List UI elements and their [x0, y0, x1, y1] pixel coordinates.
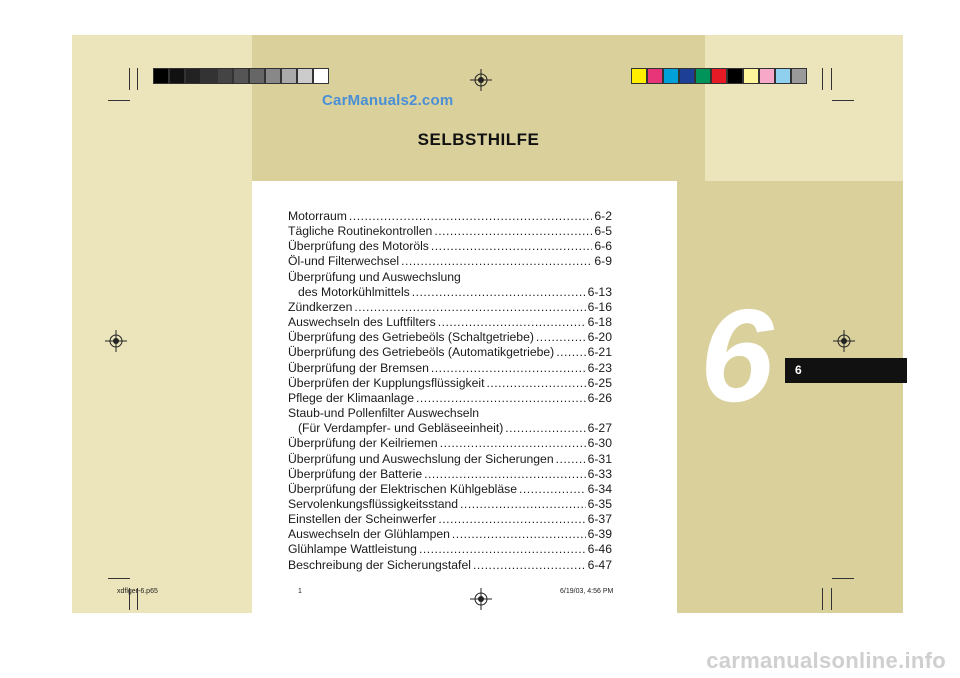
color-swatch	[791, 68, 807, 84]
footer-page-number: 1	[298, 588, 302, 595]
toc-entry-title: Beschreibung der Sicherungstafel	[288, 557, 471, 572]
color-swatch	[775, 68, 791, 84]
toc-entry-title: Überprüfung der Elektrischen Kühlgebläse	[288, 481, 517, 496]
crop-mark	[822, 588, 823, 610]
toc-entry-title: Auswechseln des Luftfilters	[288, 315, 436, 330]
toc-leader-dots	[556, 345, 585, 360]
toc-entry-page: 6-34	[587, 481, 612, 496]
toc-leader-dots	[440, 436, 586, 451]
toc-entry-page: 6-35	[587, 496, 612, 511]
footer-filename: xdflger-6.p65	[117, 588, 158, 595]
toc-entry[interactable]	[288, 270, 612, 285]
process-color-bar	[631, 68, 807, 84]
toc-entry-title: Überprüfung der Bremsen	[288, 360, 429, 375]
toc-entry[interactable]	[288, 406, 612, 421]
toc-entry[interactable]	[288, 224, 612, 239]
toc-leader-dots	[431, 239, 592, 254]
toc-entry-title: Überprüfung des Motoröls	[288, 239, 429, 254]
table-of-contents	[288, 209, 612, 573]
color-swatch	[233, 68, 249, 84]
toc-entry-page: 6-20	[587, 330, 612, 345]
toc-entry[interactable]	[288, 345, 612, 360]
color-swatch	[743, 68, 759, 84]
toc-leader-dots	[536, 330, 586, 345]
toc-entry-title: Überprüfung des Getriebeöls (Automatikgetriebe)	[288, 345, 555, 360]
registration-mark-icon	[833, 330, 855, 352]
toc-entry[interactable]	[288, 542, 612, 557]
toc-entry[interactable]	[288, 421, 612, 436]
toc-leader-dots	[354, 300, 585, 315]
toc-leader-dots	[401, 254, 592, 269]
toc-leader-dots	[486, 376, 585, 391]
toc-leader-dots	[431, 361, 586, 376]
toc-entry[interactable]	[288, 527, 612, 542]
toc-leader-dots	[349, 209, 592, 224]
toc-entry-title: Einstellen der Scheinwerfer	[288, 512, 437, 527]
toc-entry[interactable]	[288, 512, 612, 527]
toc-entry-title: Tägliche Routinekontrollen	[288, 224, 433, 239]
toc-entry-title: Überprüfung der Keilriemen	[288, 436, 438, 451]
crop-mark	[137, 68, 138, 90]
gray-color-bar	[153, 68, 329, 84]
toc-entry-title: Öl-und Filterwechsel	[288, 254, 400, 269]
crop-mark	[831, 588, 832, 610]
color-swatch	[169, 68, 185, 84]
toc-entry-page: 6-23	[587, 360, 612, 375]
toc-entry-page: 6-6	[594, 239, 612, 254]
toc-entry-page: 6-25	[587, 375, 612, 390]
section-title: SELBSTHILFE	[417, 130, 540, 149]
registration-mark-icon	[105, 330, 127, 352]
toc-entry-page: 6-37	[587, 512, 612, 527]
registration-mark-icon	[470, 588, 492, 610]
toc-entry-page: 6-39	[587, 527, 612, 542]
color-swatch	[297, 68, 313, 84]
toc-leader-dots	[452, 527, 586, 542]
color-swatch	[201, 68, 217, 84]
toc-entry-page: 6-26	[587, 390, 612, 405]
toc-entry[interactable]	[288, 452, 612, 467]
toc-entry-title: Überprüfung und Auswechslung der Sicherungen	[288, 451, 554, 466]
toc-entry-title: (Für Verdampfer- und Gebläseeinheit)	[298, 421, 504, 436]
toc-entry-title: Glühlampe Wattleistung	[288, 542, 417, 557]
color-swatch	[695, 68, 711, 84]
crop-mark	[831, 68, 832, 90]
toc-leader-dots	[438, 512, 585, 527]
toc-entry-page: 6-33	[587, 466, 612, 481]
toc-entry-title: Staub-und Pollenfilter Auswechseln	[288, 406, 480, 421]
toc-entry[interactable]	[288, 558, 612, 573]
toc-entry-title: des Motorkühlmittels	[298, 284, 410, 299]
color-swatch	[185, 68, 201, 84]
toc-leader-dots	[460, 497, 586, 512]
toc-entry-title: Überprüfung der Batterie	[288, 466, 423, 481]
toc-leader-dots	[505, 421, 585, 436]
toc-entry-page: 6-13	[587, 284, 612, 299]
color-swatch	[153, 68, 169, 84]
toc-entry[interactable]	[288, 330, 612, 345]
crop-mark	[832, 578, 854, 579]
color-swatch	[249, 68, 265, 84]
site-watermark[interactable]: CarManuals2.com	[322, 92, 454, 109]
toc-entry-page: 6-21	[587, 345, 612, 360]
toc-entry-page: 6-31	[587, 451, 612, 466]
color-swatch	[265, 68, 281, 84]
header-band	[252, 35, 705, 181]
crop-mark	[832, 100, 854, 101]
crop-mark	[108, 100, 130, 101]
color-swatch	[217, 68, 233, 84]
toc-leader-dots	[412, 285, 586, 300]
toc-entry-page: 6-27	[587, 421, 612, 436]
bottom-watermark[interactable]: carmanualsonline.info	[706, 648, 946, 673]
toc-entry-title: Auswechseln der Glühlampen	[288, 527, 450, 542]
toc-entry[interactable]	[288, 497, 612, 512]
color-swatch	[631, 68, 647, 84]
toc-entry[interactable]	[288, 209, 612, 224]
toc-entry-title: Überprüfung und Auswechslung	[288, 269, 461, 284]
color-swatch	[727, 68, 743, 84]
color-swatch	[679, 68, 695, 84]
toc-entry[interactable]	[288, 361, 612, 376]
toc-entry-page: 6-5	[594, 224, 612, 239]
toc-entry-title: Zündkerzen	[288, 299, 353, 314]
toc-entry-page: 6-16	[587, 299, 612, 314]
color-swatch	[663, 68, 679, 84]
color-swatch	[711, 68, 727, 84]
color-swatch	[281, 68, 297, 84]
crop-mark	[129, 68, 130, 90]
toc-entry[interactable]	[288, 239, 612, 254]
toc-entry-page: 6-18	[587, 315, 612, 330]
crop-mark	[822, 68, 823, 90]
toc-leader-dots	[438, 315, 586, 330]
toc-entry[interactable]	[288, 482, 612, 497]
toc-entry[interactable]	[288, 391, 612, 406]
toc-entry-title: Pflege der Klimaanlage	[288, 390, 415, 405]
registration-mark-icon	[470, 69, 492, 91]
toc-leader-dots	[416, 391, 586, 406]
toc-leader-dots	[556, 452, 586, 467]
toc-entry[interactable]	[288, 285, 612, 300]
toc-entry-page: 6-2	[594, 209, 612, 223]
toc-entry-page: 6-47	[587, 557, 612, 572]
chapter-number-large: 6	[700, 282, 774, 429]
toc-leader-dots	[434, 224, 592, 239]
toc-leader-dots	[519, 482, 586, 497]
footer-timestamp: 6/19/03, 4:56 PM	[560, 588, 614, 595]
toc-entry[interactable]	[288, 315, 612, 330]
toc-entry-page: 6-30	[587, 436, 612, 451]
toc-entry-title: Motorraum	[288, 209, 347, 223]
toc-entry-title: Überprüfen der Kupplungsflüssigkeit	[288, 375, 485, 390]
toc-entry-page: 6-9	[594, 254, 612, 269]
crop-mark	[108, 578, 130, 579]
color-swatch	[313, 68, 329, 84]
toc-entry[interactable]	[288, 300, 612, 315]
toc-entry-title: Servolenkungsflüssigkeitsstand	[288, 496, 459, 511]
color-swatch	[759, 68, 775, 84]
toc-leader-dots	[419, 542, 586, 557]
toc-entry-title: Überprüfung des Getriebeöls (Schaltgetriebe)	[288, 330, 534, 345]
toc-entry[interactable]	[288, 467, 612, 482]
toc-leader-dots	[473, 558, 586, 573]
chapter-tab[interactable]: 6	[785, 358, 907, 383]
toc-entry[interactable]	[288, 254, 612, 269]
toc-entry[interactable]	[288, 376, 612, 391]
color-swatch	[647, 68, 663, 84]
toc-leader-dots	[424, 467, 585, 482]
toc-entry-page: 6-46	[587, 542, 612, 557]
toc-entry[interactable]	[288, 436, 612, 451]
